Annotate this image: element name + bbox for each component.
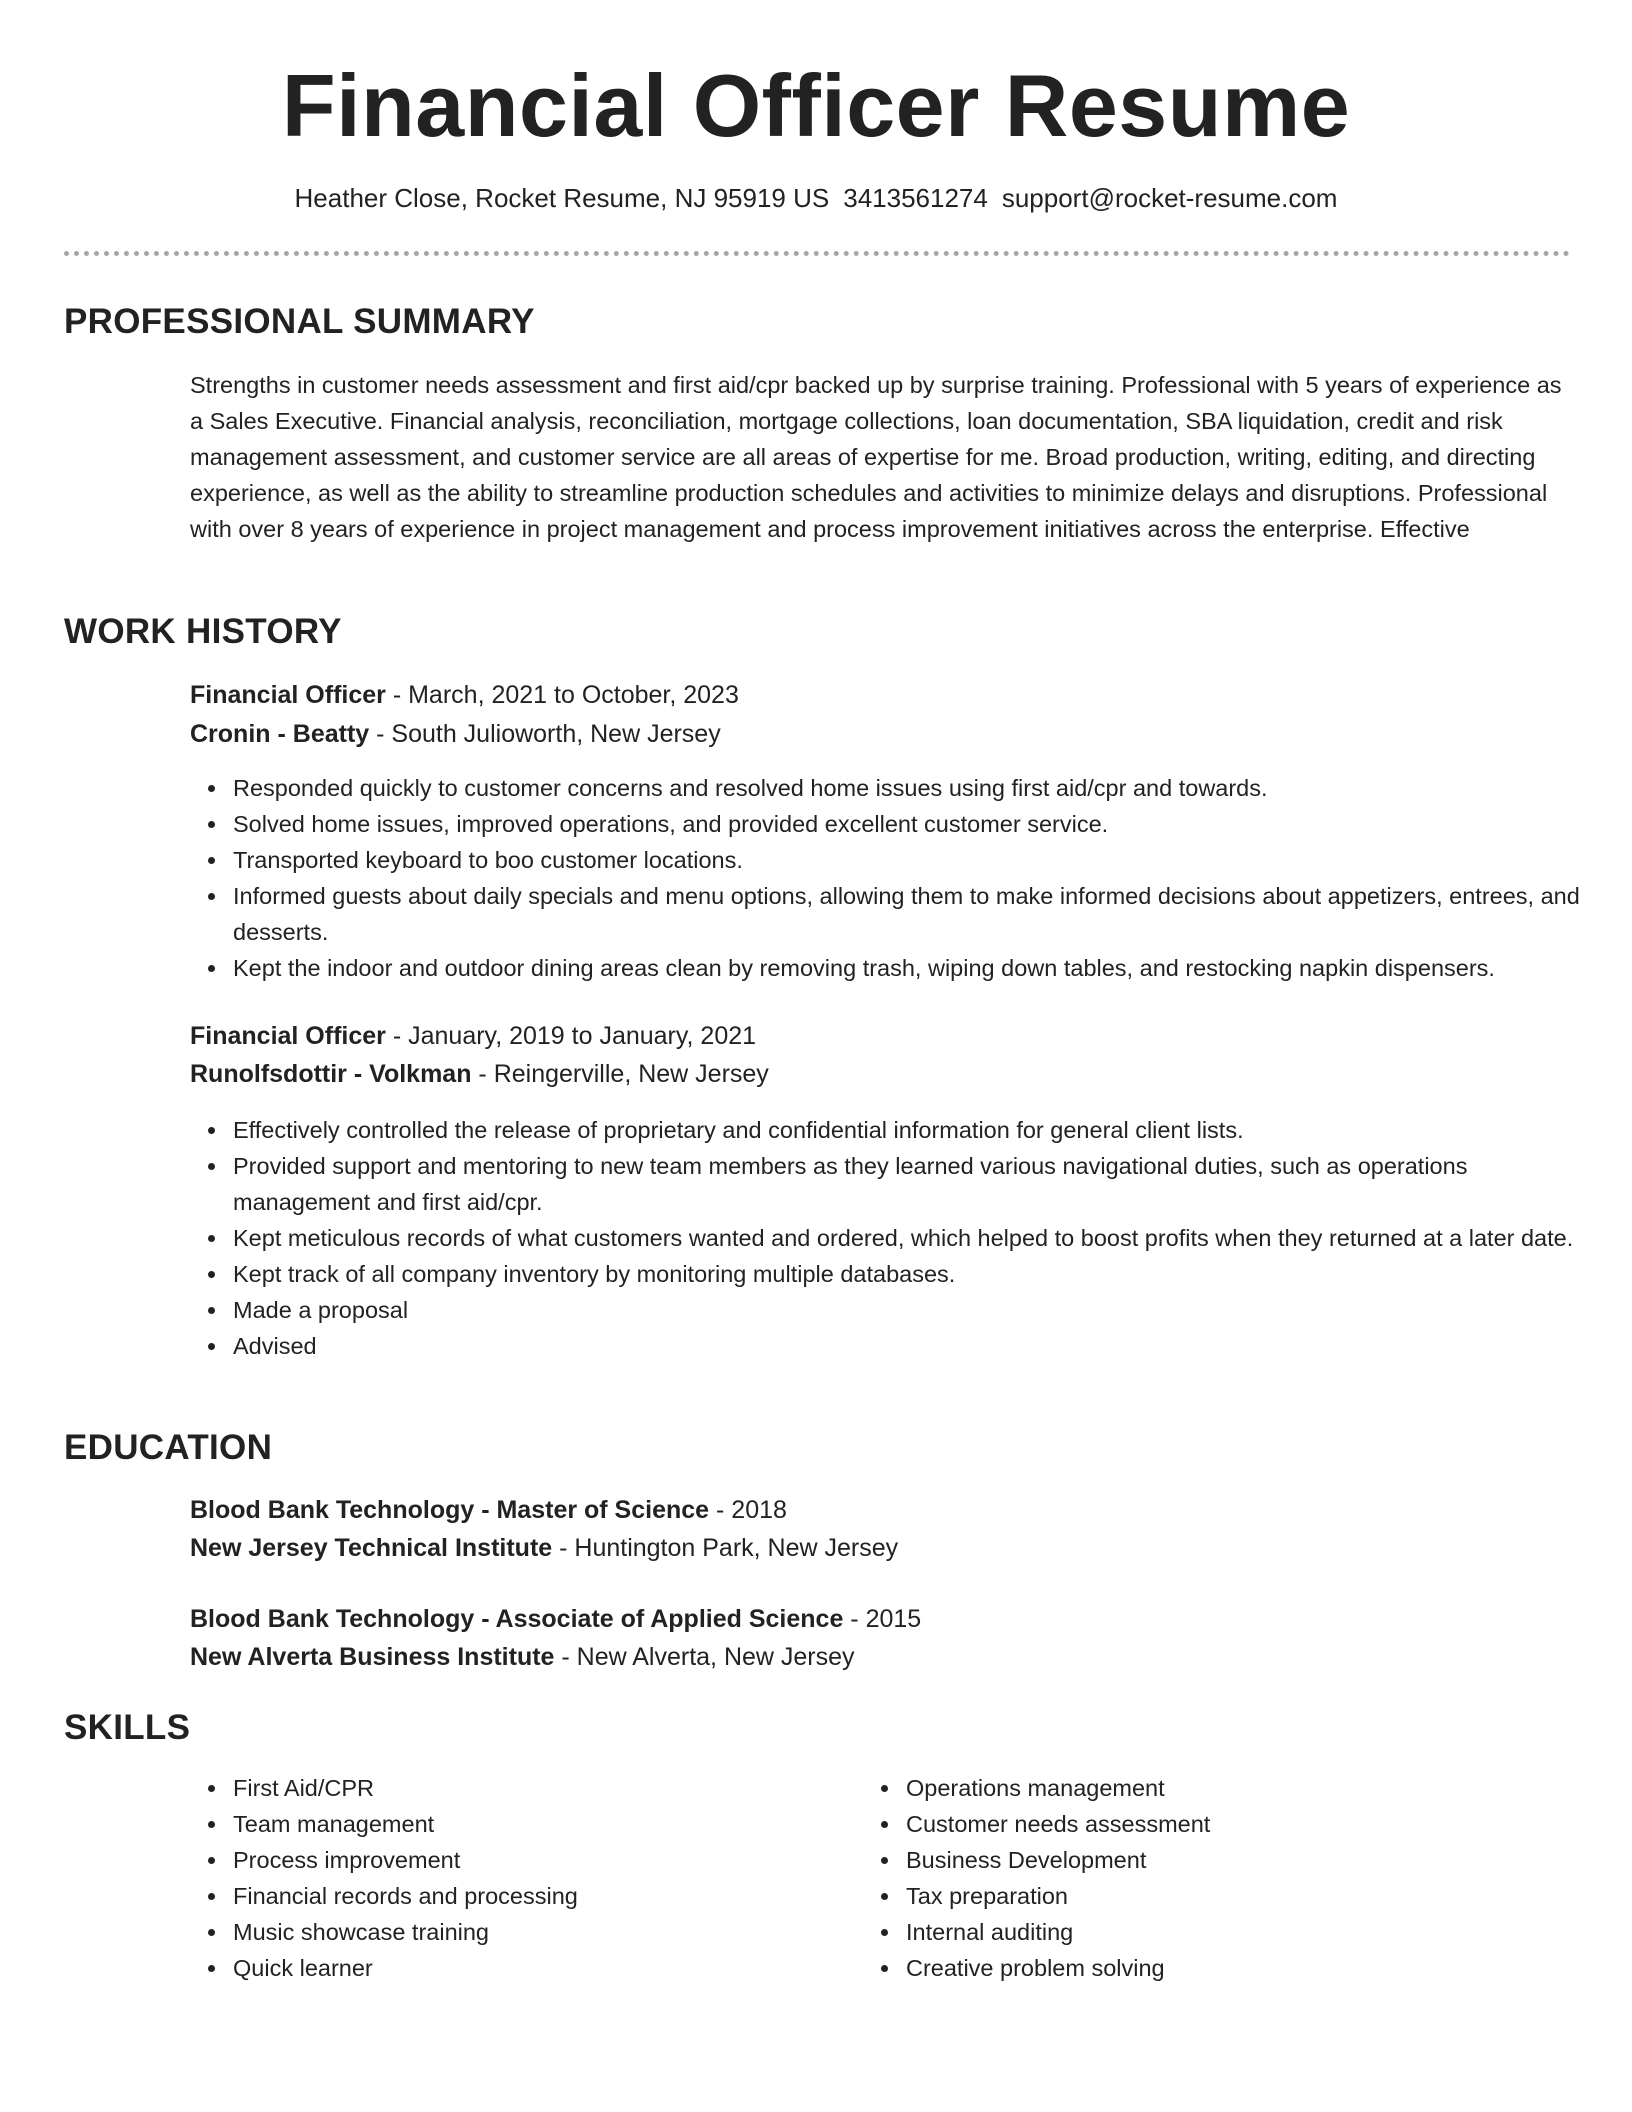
education-entry-1-year: - 2018 [709, 1496, 787, 1524]
list-item: Process improvement [233, 1842, 833, 1878]
contact-email: support@rocket-resume.com [1001, 183, 1338, 213]
education-entry-2-degree: Blood Bank Technology - Associate of Applied Science [190, 1605, 844, 1633]
work-entry-1-dates: - March, 2021 to October, 2023 [385, 681, 739, 709]
list-item: Creative problem solving [906, 1950, 1506, 1986]
list-item: Customer needs assessment [906, 1806, 1506, 1842]
education-entry-1-school-line [190, 1531, 898, 1565]
work-entry-1-company: Cronin - Beatty [190, 720, 370, 748]
list-item: Quick learner [233, 1950, 833, 1986]
list-item: Made a proposal [233, 1292, 1593, 1328]
list-item: Kept track of all company inventory by monitoring multiple databases. [233, 1256, 1593, 1292]
list-item: Kept meticulous records of what customers wanted and ordered, which helped to boost profits when they returned at a later date. [233, 1220, 1593, 1256]
education-heading: EDUCATION [64, 1428, 273, 1467]
contact-address: Heather Close, Rocket Resume, NJ 95919 US [294, 183, 830, 213]
work-entry-2-role: Financial Officer [190, 1022, 386, 1050]
education-entry-2-school: New Alverta Business Institute [190, 1643, 555, 1671]
work-entry-2-bullets [233, 1112, 1593, 1364]
list-item: Kept the indoor and outdoor dining areas clean by removing trash, wiping down tables, and restocking napkin dispensers. [233, 950, 1593, 986]
work-entry-1-location: - South Julioworth, New Jersey [369, 720, 721, 748]
work-entry-2-title-line [190, 1019, 756, 1053]
work-entry-1-company-line [190, 717, 721, 751]
education-entry-2-year: - 2015 [843, 1605, 922, 1633]
work-entry-2-company: Runolfsdottir - Volkman [190, 1060, 472, 1088]
education-entry-2-school-line [190, 1640, 855, 1674]
work-entry-1-role: Financial Officer [190, 681, 386, 709]
contact-line [0, 181, 1632, 215]
resume-title: Financial Officer Resume [281, 56, 1351, 155]
list-item: Operations management [906, 1770, 1506, 1806]
education-entry-2-degree-line [190, 1602, 921, 1636]
summary-heading: PROFESSIONAL SUMMARY [64, 302, 535, 341]
list-item: Music showcase training [233, 1914, 833, 1950]
list-item: Solved home issues, improved operations, and provided excellent customer service. [233, 806, 1593, 842]
work-entry-2-location: - Reingerville, New Jersey [471, 1060, 769, 1088]
list-item: Business Development [906, 1842, 1506, 1878]
list-item: Team management [233, 1806, 833, 1842]
skills-list-left [233, 1770, 833, 1986]
education-entry-1-degree-line [190, 1493, 787, 1527]
skills-heading: SKILLS [64, 1708, 191, 1747]
education-entry-1-location: - Huntington Park, New Jersey [552, 1534, 899, 1562]
list-item: Tax preparation [906, 1878, 1506, 1914]
summary-text: Strengths in customer needs assessment and first aid/cpr backed up by surprise training. Professional with 5 years of experience as a Sales Executive. Financial analysis, reconciliation, mortgage collections, loan documentation, SBA liquidation, credit and risk management assessment, and customer service are all areas of expertise for me. Broad production, writing, editing, and directing experience, as well as the ability to streamline production schedules and activities to minimize delays and disruptions. Professional with over 8 years of experience in project management and process improvement initiatives across the enterprise. Effective [190, 372, 1562, 542]
work-entry-2-dates: - January, 2019 to January, 2021 [385, 1022, 757, 1050]
list-item: Financial records and processing [233, 1878, 833, 1914]
work-entry-2-company-line [190, 1057, 769, 1091]
education-entry-1-school: New Jersey Technical Institute [190, 1534, 553, 1562]
header-divider [64, 251, 1570, 256]
list-item: Informed guests about daily specials and menu options, allowing them to make informed decisions about appetizers, entrees, and desserts. [233, 878, 1593, 950]
work-entry-1-bullets [233, 770, 1593, 986]
education-entry-2-location: - New Alverta, New Jersey [554, 1643, 855, 1671]
list-item: Responded quickly to customer concerns and resolved home issues using first aid/cpr and towards. [233, 770, 1593, 806]
list-item: First Aid/CPR [233, 1770, 833, 1806]
education-entry-1-degree: Blood Bank Technology - Master of Science [190, 1496, 710, 1524]
work-history-heading: WORK HISTORY [64, 612, 342, 651]
list-item: Advised [233, 1328, 1593, 1364]
list-item: Provided support and mentoring to new team members as they learned various navigational duties, such as operations management and first aid/cpr. [233, 1148, 1593, 1220]
skills-list-right [906, 1770, 1506, 1986]
list-item: Effectively controlled the release of proprietary and confidential information for general client lists. [233, 1112, 1593, 1148]
work-entry-1-title-line [190, 678, 739, 712]
list-item: Transported keyboard to boo customer locations. [233, 842, 1593, 878]
contact-phone: 3413561274 [843, 183, 988, 213]
list-item: Internal auditing [906, 1914, 1506, 1950]
